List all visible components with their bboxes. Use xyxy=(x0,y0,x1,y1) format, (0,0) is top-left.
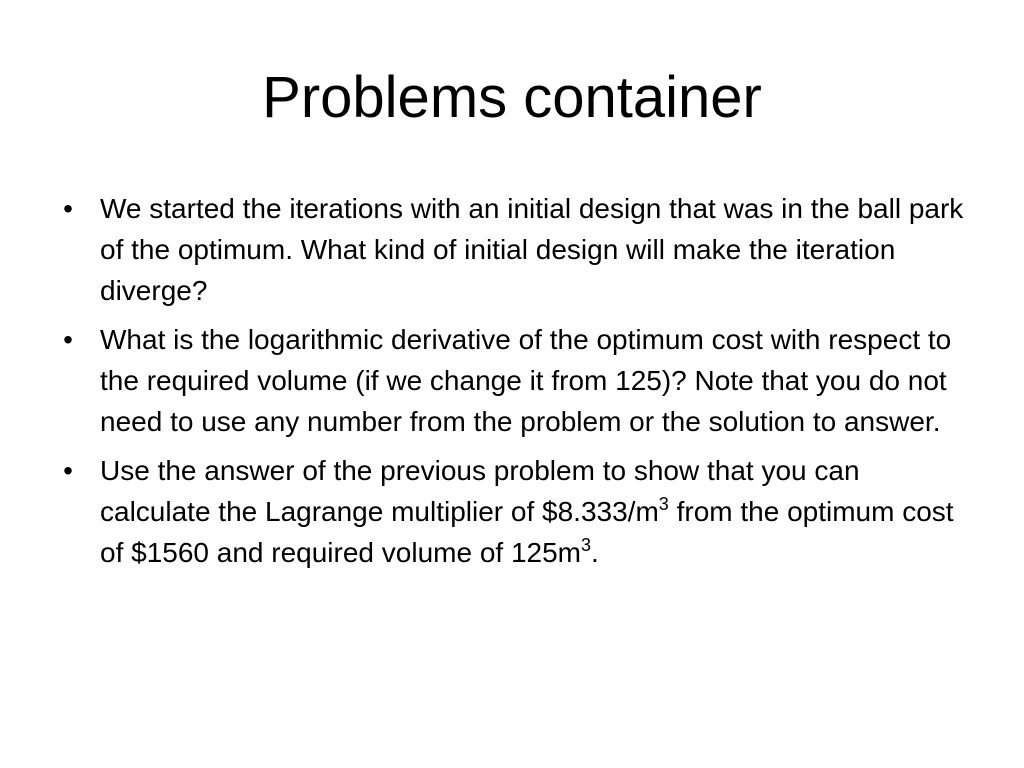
superscript: 3 xyxy=(658,494,669,514)
bullet-item-lagrange xyxy=(58,450,973,573)
slide-title: Problems container xyxy=(262,65,762,130)
superscript: 3 xyxy=(581,535,592,555)
bullet-icon: • xyxy=(63,193,73,224)
bullet-icon: • xyxy=(63,455,73,486)
bullet-text-part: from the optimum cost of $1560 and required volume of 125m xyxy=(100,496,954,568)
bullet-text: What is the logarithmic derivative of the optimum cost with respect to the required volume (if we change it from 125)? Note that you do not need to use any number from the problem or the solution to answer. xyxy=(100,324,952,437)
bullet-item-iterations xyxy=(58,188,973,311)
bullet-text: We started the iterations with an initial design that was in the ball park of the optimum. What kind of initial design will make the iteration diverge? xyxy=(100,193,964,306)
bullet-text xyxy=(100,455,954,568)
bullet-text-part: . xyxy=(591,537,599,568)
bullet-icon: • xyxy=(63,324,73,355)
bullet-list xyxy=(58,188,973,581)
bullet-text-part: Use the answer of the previous problem to show that you can calculate the Lagrange multiplier of $8.333/m xyxy=(100,455,860,527)
bullet-item-log-derivative xyxy=(58,319,973,442)
